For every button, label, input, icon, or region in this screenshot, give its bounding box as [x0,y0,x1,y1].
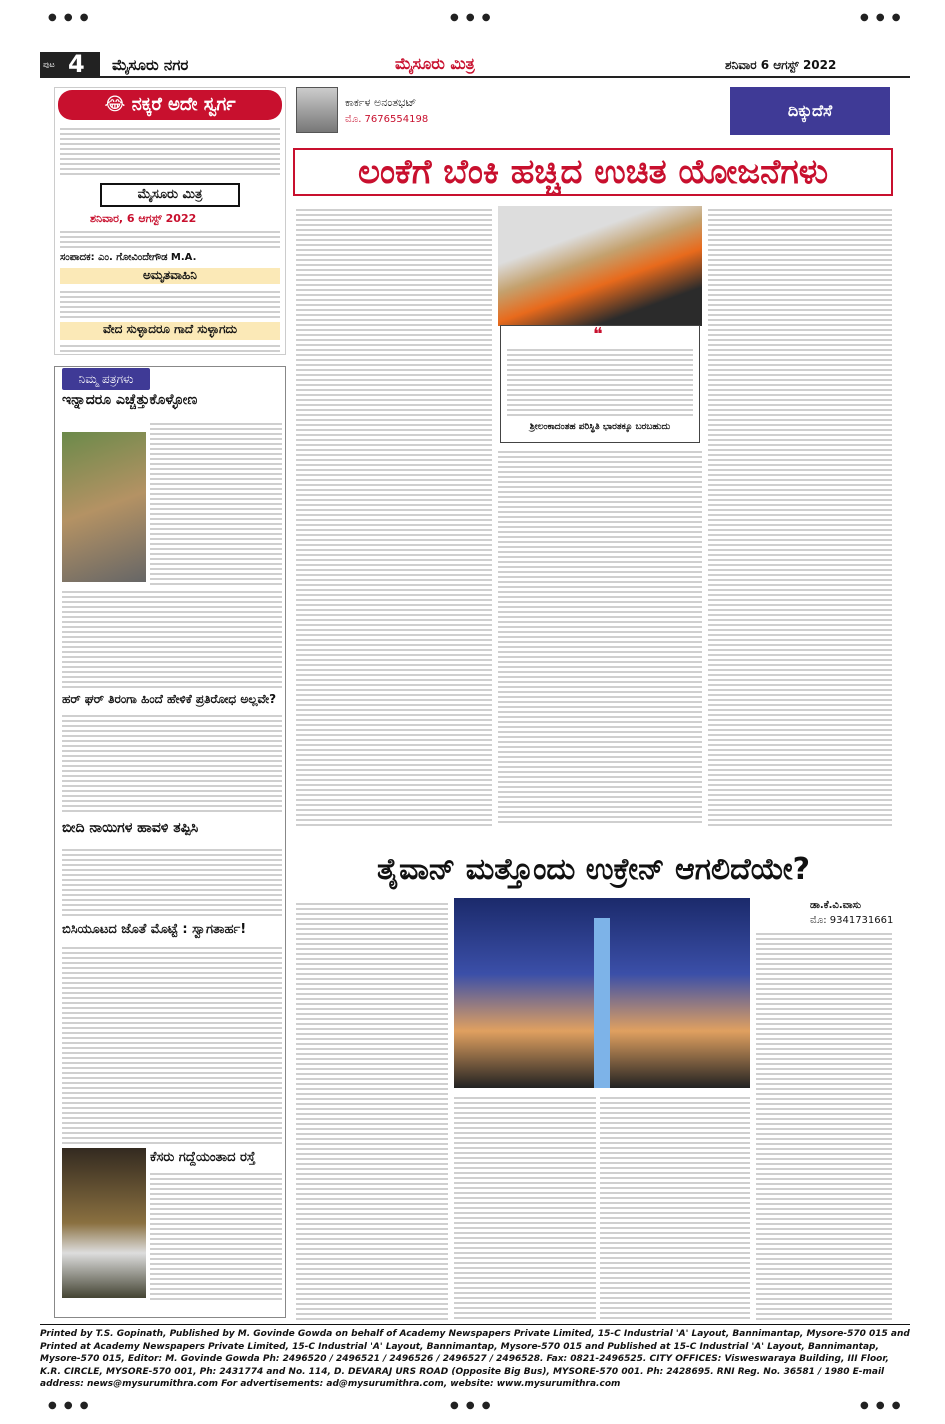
landslide-photo [62,432,146,582]
proverb: ವೇದ ಸುಳ್ಳಾದರೂ ಗಾದೆ ಸುಳ್ಳಾಗದು [60,322,280,340]
letter-text [150,420,282,586]
laugh-icon: 😂 [104,94,132,115]
registration-dots: ● ● ● [860,12,903,23]
proverb-text [60,342,280,352]
masthead-date: ಶನಿವಾರ, 6 ಆಗಸ್ಟ್ 2022 [90,212,197,225]
masthead: ಮೈಸೂರು ಮಿತ್ರ [395,54,475,73]
joke-text [60,125,280,177]
letter-title: ಬಿಸಿಯೂಟದ ಜೊತೆ ಮೊಟ್ಟೆ : ಸ್ವಾಗತಾರ್ಹ! [62,922,247,937]
column-name: ದಿಕ್ಕುದೆಸೆ [730,87,890,135]
page-number-box [40,52,100,78]
letter-text [62,944,282,1144]
article-body [498,448,702,826]
headline: ಲಂಕೆಗೆ ಬೆಂಕಿ ಹಚ್ಚಿದ ಉಚಿತ ಯೋಜನೆಗಳು [293,148,893,196]
taipei-101-tower [594,918,610,1088]
quote-icon: ❝ [593,324,603,345]
letter-text [62,588,282,688]
masthead-logo: ಮೈಸೂರು ಮಿತ್ರ [100,183,240,207]
quote-text: ಶ್ರೀಲಂಕಾದಂತಹ ಪರಿಸ್ಥಿತಿ ಭಾರತಕ್ಕೂ ಬರಬಹುದು [529,422,671,432]
article-body [600,1094,750,1320]
editor-line: ಸಂಪಾದಕ: ಎಂ. ಗೋವಿಂದೇಗೌಡ M.A. [60,252,197,263]
letter-text [150,1170,282,1300]
muddy-road-photo [62,1148,146,1298]
letter-text [62,712,282,812]
section-title: ಮೈಸೂರು ನಗರ [112,56,189,74]
article-body [756,930,892,1320]
page-label: ಪುಟ [43,60,55,69]
page-number: 4 [68,50,85,78]
taipei-skyline-photo [454,898,750,1088]
registration-dots: ● ● ● [450,12,493,23]
nakkare-title: ನಕ್ಕರೆ ಅದೇ ಸ್ವರ್ಗ [131,94,236,115]
quote-lines [507,346,693,416]
letters-tag: ನಿಮ್ಮ ಪತ್ರಗಳು [62,368,150,390]
article-body [454,1094,596,1320]
imprint-footer: Printed by T.S. Gopinath, Published by M. Govinde Gowda on behalf of Academy Newspapers Private Limited, 15-C Industrial 'A' Layout, Bannimantap, Mysore-570 015 and Printed at Academy Newspapers Private Limited, 15-C Industrial 'A' Layout, Bannimantap, Mysore-570 015 and Published at 15-C Industrial 'A' Layout, Bannimantap, Mysore-570 015, Editor: M. Govinde Gowda Ph: 2496520 / 2496521 / 2496526 / 2496527 / 2496528. Fax: 0821-2496525. CITY OFFICES: Visweswaraya Building, III Floor, K.R. CIRCLE, MYSORE-570 001, Ph: 2431774 and No. 114, D. DEVARAJ URS ROAD (Opposite Big Bus), MYSORE-570 001. Ph: 2428695. RNI Reg. No. 36581 / 1980 E-mail address: news@mysurumithra.com For advertisements: ad@mysurumithra.com, website: www.mysurumithra.com [40,1324,910,1376]
author-name: ಕಾರ್ಕಳ ಅನಂತಭಟ್ [345,96,417,109]
letter-title: ಹರ್ ಘರ್ ತಿರಂಗಾ ಹಿಂದೆ ಹೇಳಿಕೆ ಪ್ರತಿರೋಧ ಅಲ್ಲವೇ? [62,692,277,706]
protest-photo [498,206,702,326]
amruthavahini-text [60,288,280,318]
nakkare-banner [58,90,282,120]
registration-dots: ● ● ● [48,1400,91,1411]
author-phone: ಮೊ. 7676554198 [345,114,429,125]
article-body [708,206,892,826]
registration-dots: ● ● ● [450,1400,493,1411]
pull-quote [500,325,700,443]
letter-title: ಕೆಸರು ಗದ್ದೆಯಂತಾದ ರಸ್ತೆ [150,1150,256,1165]
letter-text [62,846,282,918]
headline: ತೈವಾನ್ ಮತ್ತೊಂದು ಉಕ್ರೇನ್ ಆಗಲಿದೆಯೇ? [376,852,811,887]
issue-date: ಶನಿವಾರ 6 ಆಗಸ್ಟ್ 2022 [725,58,837,72]
letter-title: ಇನ್ನಾದರೂ ಎಚ್ಚೆತ್ತುಕೊಳ್ಳೋಣ [62,392,198,408]
author-phone: ಮೊ: 9341731661 [810,915,894,926]
article-body [296,206,492,826]
letter-title: ಬೀದಿ ನಾಯಿಗಳ ಹಾವಳಿ ತಪ್ಪಿಸಿ [62,820,199,836]
registration-dots: ● ● ● [48,12,91,23]
author-name: ಡಾ.ಕೆ.ವಿ.ವಾಸು [810,900,862,911]
registration-dots: ● ● ● [860,1400,903,1411]
tagline-text [60,228,280,248]
author-photo [296,87,338,133]
article-body [296,900,448,1320]
amruthavahini-title: ಅಮೃತವಾಹಿನಿ [60,268,280,284]
